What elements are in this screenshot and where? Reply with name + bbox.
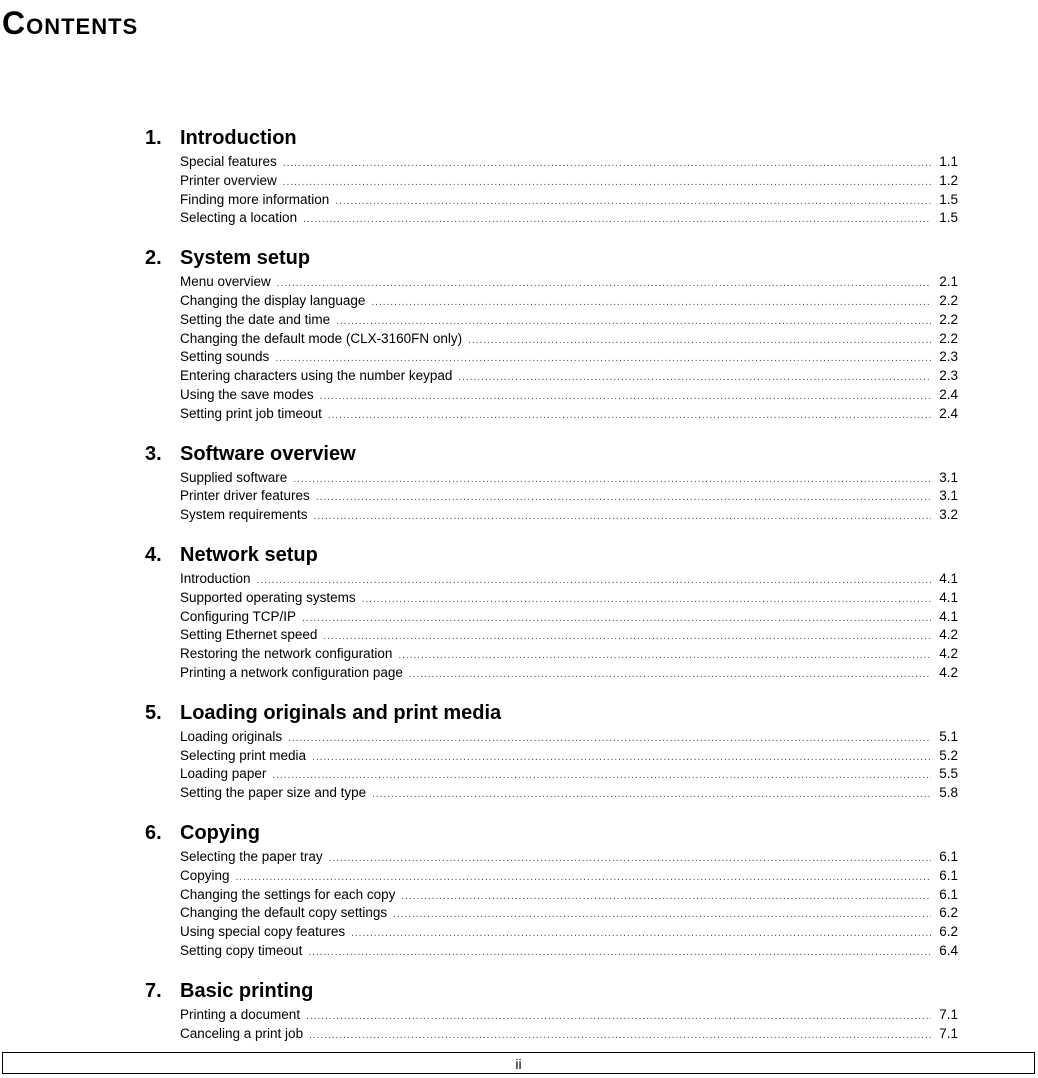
entry-title: Changing the settings for each copy — [180, 886, 396, 902]
chapter-heading[interactable] — [145, 976, 958, 1006]
entry-title: Using special copy features — [180, 924, 346, 940]
entry-page-number: 5.1 — [939, 728, 958, 744]
toc-entry[interactable] — [180, 386, 958, 405]
entry-page-number: 2.4 — [939, 405, 958, 421]
dot-leader — [302, 610, 931, 629]
entry-title: Selecting a location — [180, 210, 298, 226]
entry-title: Printer overview — [180, 172, 277, 188]
toc-chapter — [145, 698, 958, 803]
toc-entry[interactable] — [180, 728, 958, 747]
chapter-spacer — [145, 961, 958, 976]
toc-entry[interactable] — [180, 784, 958, 803]
chapter-number: 2. — [145, 247, 162, 270]
entry-title: Selecting the paper tray — [180, 848, 323, 864]
toc-entry[interactable] — [180, 1006, 958, 1025]
toc-entry[interactable] — [180, 469, 958, 488]
toc-entry[interactable] — [180, 645, 958, 664]
entry-title: Changing the default mode (CLX-3160FN only) — [180, 330, 463, 346]
dot-leader — [362, 591, 932, 610]
entry-title: Restoring the network configuration — [180, 646, 393, 662]
toc-entry[interactable] — [180, 942, 958, 961]
dot-leader — [303, 211, 931, 230]
toc-entry[interactable] — [180, 765, 958, 784]
entry-page-number: 6.1 — [939, 886, 958, 902]
dot-leader — [409, 666, 931, 685]
entry-page-number: 4.1 — [939, 570, 958, 586]
entry-title: Printer driver features — [180, 488, 310, 504]
entry-page-number: 2.2 — [939, 292, 958, 308]
chapter-heading[interactable] — [145, 439, 958, 469]
chapter-heading[interactable] — [145, 698, 958, 728]
entry-title: Introduction — [180, 570, 251, 586]
toc-entry[interactable] — [180, 191, 958, 210]
dot-leader — [288, 730, 931, 749]
toc-entry[interactable] — [180, 487, 958, 506]
entry-title: Supplied software — [180, 469, 288, 485]
dot-leader — [316, 489, 931, 508]
entry-title: Setting sounds — [180, 349, 270, 365]
dot-leader — [329, 850, 932, 869]
entry-page-number: 5.5 — [939, 766, 958, 782]
dot-leader — [293, 471, 931, 490]
chapter-number: 3. — [145, 442, 162, 465]
chapter-spacer — [145, 803, 958, 818]
dot-leader — [335, 193, 931, 212]
entry-title: Setting the paper size and type — [180, 785, 367, 801]
dot-leader — [393, 906, 931, 925]
toc-chapter — [145, 243, 958, 423]
entry-page-number: 5.8 — [939, 785, 958, 801]
toc-entry[interactable] — [180, 273, 958, 292]
entry-title: Special features — [180, 154, 277, 169]
toc-entry[interactable] — [180, 886, 958, 905]
chapter-title: Copying — [180, 821, 260, 844]
page-title: Contents — [2, 5, 139, 41]
dot-leader — [372, 786, 931, 805]
dot-leader — [277, 275, 931, 294]
entry-page-number: 1.5 — [939, 191, 958, 207]
table-of-contents — [145, 123, 958, 1043]
chapter-title: Software overview — [180, 442, 356, 465]
toc-entry[interactable] — [180, 367, 958, 386]
entry-title: Changing the display language — [180, 292, 366, 308]
entry-title: Printing a network configuration page — [180, 664, 403, 680]
toc-entry[interactable] — [180, 867, 958, 886]
toc-entry[interactable] — [180, 153, 958, 172]
entry-page-number: 7.1 — [939, 1006, 958, 1022]
entry-page-number: 4.1 — [939, 608, 958, 624]
toc-entry[interactable] — [180, 506, 958, 525]
dot-leader — [308, 944, 931, 963]
entry-title: Canceling a print job — [180, 1025, 304, 1041]
chapter-heading[interactable] — [145, 123, 958, 153]
entry-page-number: 2.2 — [939, 330, 958, 346]
entry-page-number: 3.2 — [939, 507, 958, 523]
entry-page-number: 4.1 — [939, 589, 958, 605]
entry-page-number: 6.1 — [939, 848, 958, 864]
entry-title: Setting copy timeout — [180, 942, 303, 958]
toc-entry[interactable] — [180, 848, 958, 867]
entry-page-number: 5.2 — [939, 747, 958, 763]
entry-page-number: 2.3 — [939, 368, 958, 384]
chapter-number: 7. — [145, 979, 162, 1002]
entry-title: Changing the default copy settings — [180, 905, 388, 921]
chapter-title: Loading originals and print media — [180, 701, 502, 724]
toc-chapter — [145, 818, 958, 961]
toc-entry[interactable] — [180, 348, 958, 367]
entry-page-number: 3.1 — [939, 469, 958, 485]
chapter-number: 5. — [145, 701, 162, 724]
entry-title: Using the save modes — [180, 386, 314, 402]
toc-chapter — [145, 976, 958, 1044]
entry-page-number: 2.4 — [939, 386, 958, 402]
toc-entry[interactable] — [180, 747, 958, 766]
entry-page-number: 1.2 — [939, 172, 958, 188]
entry-page-number: 1.5 — [939, 210, 958, 226]
toc-entry[interactable] — [180, 209, 958, 228]
chapter-title: Basic printing — [180, 979, 314, 1002]
chapter-heading[interactable] — [145, 540, 958, 570]
toc-entry[interactable] — [180, 589, 958, 608]
dot-leader — [351, 925, 931, 944]
entry-title: System requirements — [180, 507, 308, 523]
entry-page-number: 3.1 — [939, 488, 958, 504]
entry-title: Configuring TCP/IP — [180, 608, 297, 624]
dot-leader — [371, 294, 931, 313]
chapter-title: Network setup — [180, 543, 318, 566]
toc-entry[interactable] — [180, 904, 958, 923]
entry-page-number: 6.2 — [939, 924, 958, 940]
entry-title: Supported operating systems — [180, 589, 356, 605]
entry-page-number: 6.2 — [939, 905, 958, 921]
toc-entry[interactable] — [180, 1025, 958, 1044]
dot-leader — [328, 407, 931, 426]
chapter-number: 6. — [145, 821, 162, 844]
toc-entry[interactable] — [180, 570, 958, 589]
chapter-number: 1. — [145, 127, 162, 149]
entry-page-number: 2.3 — [939, 349, 958, 365]
dot-leader — [468, 332, 931, 351]
chapter-spacer — [145, 228, 958, 243]
chapter-number: 4. — [145, 543, 162, 566]
entry-page-number: 6.4 — [939, 942, 958, 958]
entry-title: Loading originals — [180, 728, 283, 744]
dot-leader — [398, 647, 931, 666]
dot-leader — [312, 749, 931, 768]
dot-leader — [458, 369, 931, 388]
chapter-title: System setup — [180, 247, 311, 270]
entry-page-number: 4.2 — [939, 664, 958, 680]
chapter-heading[interactable] — [145, 818, 958, 848]
dot-leader — [283, 155, 931, 174]
dot-leader — [309, 1027, 931, 1046]
chapter-spacer — [145, 424, 958, 439]
entry-title: Menu overview — [180, 274, 271, 290]
chapter-title: Introduction — [180, 127, 297, 149]
entry-title: Setting the date and time — [180, 311, 331, 327]
chapter-spacer — [145, 525, 958, 540]
entry-title: Printing a document — [180, 1006, 301, 1022]
entry-title: Copying — [180, 867, 230, 883]
toc-chapter — [145, 540, 958, 683]
dot-leader — [283, 174, 931, 193]
entry-page-number: 7.1 — [939, 1025, 958, 1041]
entry-title: Entering characters using the number keypad — [180, 368, 453, 384]
entry-title: Finding more information — [180, 191, 330, 207]
toc-entry[interactable] — [180, 330, 958, 349]
dot-leader — [306, 1008, 931, 1027]
toc-entry[interactable] — [180, 405, 958, 424]
toc-entry[interactable] — [180, 292, 958, 311]
toc-entry[interactable] — [180, 664, 958, 683]
entry-page-number: 4.2 — [939, 627, 958, 643]
toc-chapter — [145, 123, 958, 228]
toc-entry[interactable] — [180, 626, 958, 645]
toc-chapter — [145, 439, 958, 525]
toc-entry[interactable] — [180, 608, 958, 627]
dot-leader — [314, 508, 932, 527]
entry-title: Setting Ethernet speed — [180, 627, 318, 643]
entry-page-number: 1.1 — [939, 154, 958, 169]
dot-leader — [320, 388, 932, 407]
dot-leader — [401, 888, 931, 907]
entry-page-number: 2.2 — [939, 311, 958, 327]
toc-entry[interactable] — [180, 923, 958, 942]
dot-leader — [323, 628, 931, 647]
toc-entry[interactable] — [180, 172, 958, 191]
page-number: ii — [515, 1056, 522, 1072]
entry-title: Setting print job timeout — [180, 405, 322, 421]
page-footer — [2, 1052, 1035, 1074]
entry-page-number: 4.2 — [939, 646, 958, 662]
entry-page-number: 2.1 — [939, 274, 958, 290]
entry-title: Selecting print media — [180, 747, 307, 763]
chapter-heading[interactable] — [145, 243, 958, 273]
chapter-spacer — [145, 683, 958, 698]
toc-entry[interactable] — [180, 311, 958, 330]
entry-title: Loading paper — [180, 766, 267, 782]
entry-page-number: 6.1 — [939, 867, 958, 883]
